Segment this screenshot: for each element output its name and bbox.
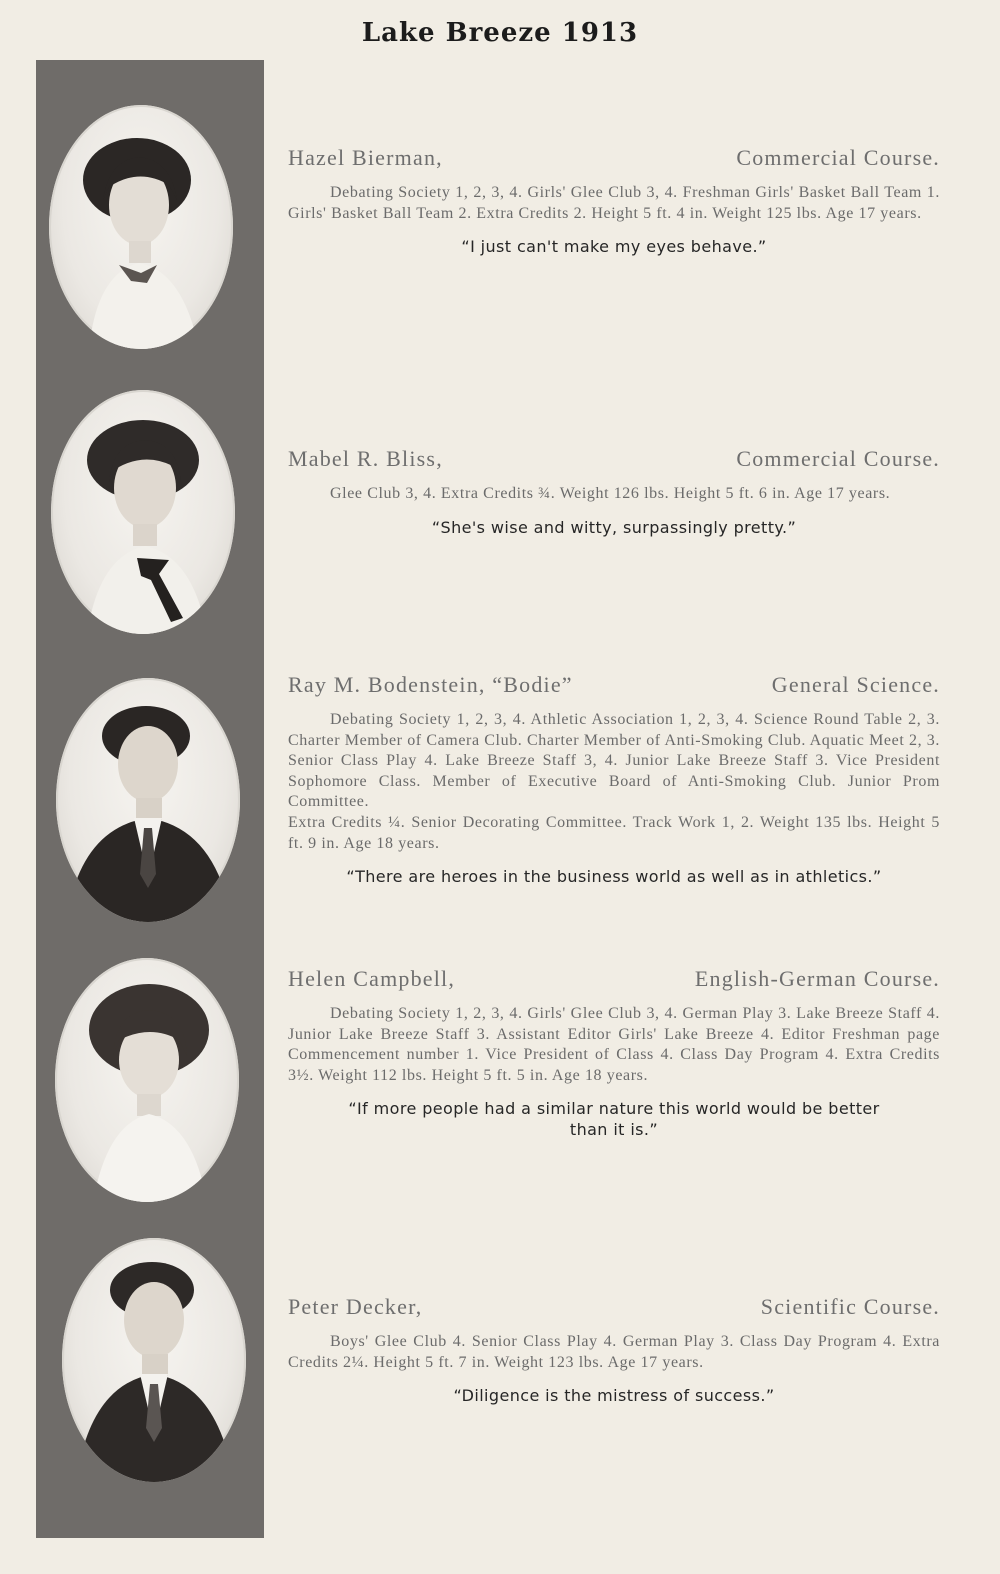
student-course: Scientific Course.	[760, 1294, 940, 1319]
portrait-photo-icon	[55, 958, 239, 1202]
student-entry	[288, 966, 940, 1140]
student-quote: “She's wise and witty, surpassingly pretty.”	[431, 517, 797, 537]
student-activities: Debating Society 1, 2, 3, 4. Girls' Glee Club 3, 4. German Play 3. Lake Breeze Staff 4. Junior Lake Breeze Staff 3. Assistant Editor Girls' Lake Breeze 4. Editor Freshman page Commencement number 1. Vice President of Class 4. Class Day Program 4. Extra Credits 3½. Weight 112 lbs. Height 5 ft. 5 in. Age 18 years.	[288, 1005, 940, 1084]
portrait-photo-icon	[51, 390, 235, 634]
student-name: Helen Campbell,	[288, 966, 456, 991]
photo-strip	[36, 60, 264, 1538]
portrait-photo-icon	[56, 678, 240, 922]
student-activities: Boys' Glee Club 4. Senior Class Play 4. German Play 3. Class Day Program 4. Extra Credits 2¼. Height 5 ft. 7 in. Weight 123 lbs. Age 17 years.	[288, 1333, 940, 1371]
entry-header	[288, 1294, 940, 1324]
student-name: Hazel Bierman,	[288, 145, 443, 170]
student-quote: “I just can't make my eyes behave.”	[461, 237, 767, 257]
student-activities-continued: Extra Credits ¼. Senior Decorating Committee. Track Work 1, 2. Weight 135 lbs. Height 5 ft. 9 in. Age 18 years.	[288, 813, 940, 852]
page-title: Lake Breeze 1913	[361, 18, 639, 48]
student-name: Peter Decker,	[288, 1294, 423, 1319]
portrait-photo-icon	[62, 1238, 246, 1482]
student-quote: “Diligence is the mistress of success.”	[453, 1386, 775, 1406]
student-quote: “There are heroes in the business world as well as in athletics.”	[346, 867, 882, 887]
portrait-photo-icon	[55, 958, 239, 1202]
portrait-photo-icon	[56, 678, 240, 922]
student-name: Mabel R. Bliss,	[288, 446, 443, 471]
student-entry	[288, 446, 940, 538]
student-entry	[288, 145, 940, 257]
portrait-photo-icon	[62, 1238, 246, 1482]
student-course: English-German Course.	[694, 966, 940, 991]
portrait-photo-icon	[49, 105, 233, 349]
entry-header	[288, 966, 940, 996]
portrait-photo-icon	[51, 390, 235, 634]
student-name: Ray M. Bodenstein, “Bodie”	[288, 672, 573, 697]
student-entry	[288, 672, 940, 887]
student-activities: Debating Society 1, 2, 3, 4. Girls' Glee Club 3, 4. Freshman Girls' Basket Ball Team 1. Girls' Basket Ball Team 2. Extra Credits 2. Height 5 ft. 4 in. Weight 125 lbs. Age 17 years.	[288, 184, 940, 222]
student-course: General Science.	[771, 672, 940, 697]
student-activities: Debating Society 1, 2, 3, 4. Athletic Association 1, 2, 3, 4. Science Round Table 2, 3. Charter Member of Camera Club. Charter Member of Anti-Smoking Club. Aquatic Meet 2, 3. Senior Class Play 4. Lake Breeze Staff 3, 4. Junior Lake Breeze Staff 3. Vice President Sophomore Class. Member of Executive Board of Anti-Smoking Club. Junior Prom Committee.	[288, 711, 940, 811]
student-entry	[288, 1294, 940, 1406]
student-activities: Glee Club 3, 4. Extra Credits ¾. Weight 126 lbs. Height 5 ft. 6 in. Age 17 years.	[330, 485, 891, 502]
portrait-photo-icon	[49, 105, 233, 349]
entry-header	[288, 672, 940, 702]
entry-header	[288, 446, 940, 476]
entry-header	[288, 145, 940, 175]
student-course: Commercial Course.	[736, 145, 940, 170]
student-course: Commercial Course.	[736, 446, 940, 471]
student-quote: “If more people had a similar nature this world would be better than it is.”	[348, 1099, 880, 1140]
